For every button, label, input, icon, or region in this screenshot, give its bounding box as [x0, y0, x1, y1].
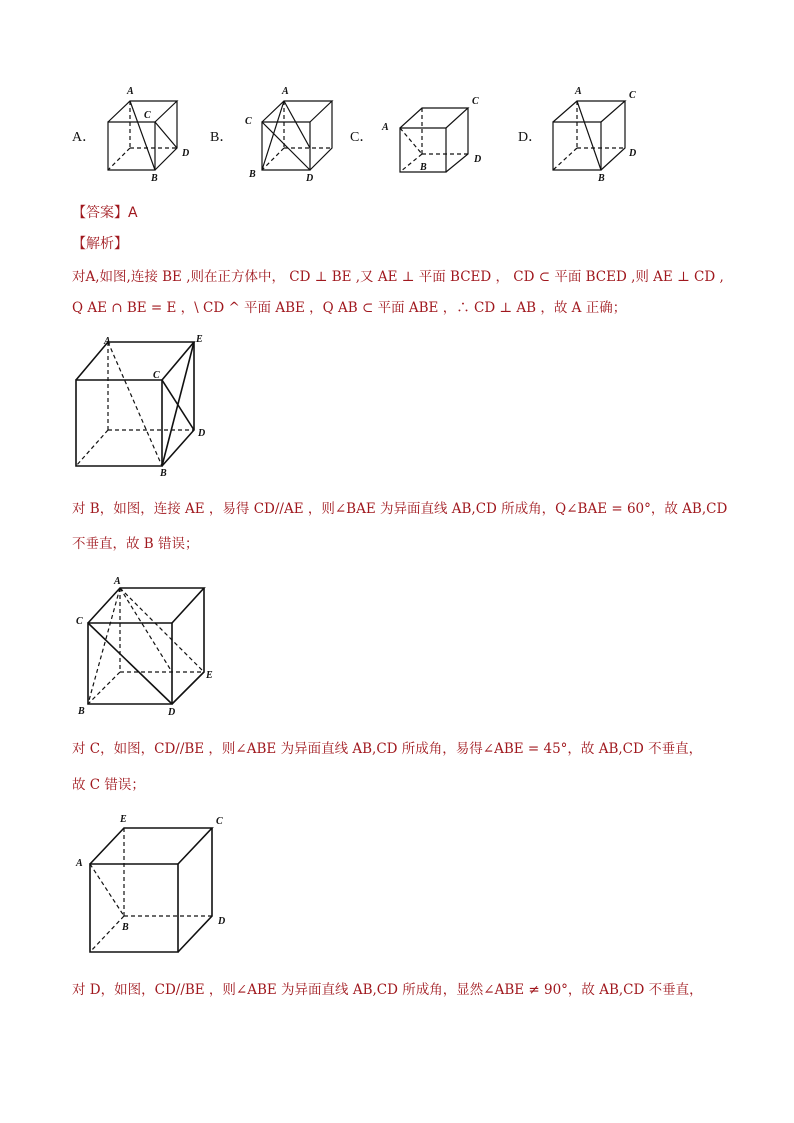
label-d: D: [306, 173, 314, 184]
para-b-line1: 对 B，如图，连接 AE ，易得 CD//AE ，则∠BAE 为异面直线 AB,CD 所成角，Q∠BAE = 60°，故 AB,CD: [72, 501, 728, 517]
label-d: D: [168, 707, 176, 718]
label-b: B: [78, 706, 85, 717]
label-c: C: [245, 116, 252, 127]
label-b: B: [122, 922, 129, 933]
analysis-title: 【解析】: [72, 236, 128, 252]
label-c: C: [472, 96, 479, 107]
label-e: E: [206, 670, 213, 681]
label-d: D: [198, 428, 206, 439]
option-a-label: A．: [72, 130, 97, 145]
label-d: D: [474, 154, 482, 165]
label-d: D: [182, 148, 190, 159]
answer-prefix: 【答案】: [72, 205, 128, 221]
para-c-line1: 对 C，如图，CD//BE ，则∠ABE 为异面直线 AB,CD 所成角，易得∠ABE = 45°，故 AB,CD 不垂直，: [72, 741, 703, 757]
label-a: A: [127, 86, 134, 97]
para-b-line2: 不垂直，故 B 错误；: [72, 536, 199, 552]
label-c: C: [76, 616, 83, 627]
answer-line: [72, 203, 138, 223]
label-a: A: [282, 86, 289, 97]
option-d-figure: [545, 84, 655, 184]
label-b: B: [249, 169, 256, 180]
para-d-line1: 对 D，如图，CD//BE ，则∠ABE 为异面直线 AB,CD 所成角，显然∠ABE ≠ 90°，故 AB,CD 不垂直，: [72, 982, 703, 998]
label-e: E: [120, 814, 127, 825]
label-b: B: [151, 173, 158, 184]
figure-c: [66, 810, 246, 960]
label-a: A: [76, 858, 83, 869]
option-b-label: B．: [210, 130, 234, 145]
option-c-figure: [376, 84, 486, 184]
label-b: B: [598, 173, 605, 184]
figure-b: [66, 572, 236, 722]
label-e: E: [196, 334, 203, 345]
label-d: D: [629, 148, 637, 159]
label-a: A: [575, 86, 582, 97]
answer-value: A: [128, 205, 138, 221]
label-c: C: [629, 90, 636, 101]
option-a-figure: [100, 84, 200, 184]
label-b: B: [160, 468, 167, 478]
label-c: C: [153, 370, 160, 381]
figure-a: [66, 328, 226, 478]
para-c-line2: 故 C 错误；: [72, 777, 145, 793]
label-a: A: [114, 576, 121, 587]
label-a: A: [382, 122, 389, 133]
option-b-figure: [240, 84, 340, 184]
label-c: C: [216, 816, 223, 827]
para-a-line2: Q AE ∩ BE = E ，\ CD ^ 平面 ABE ，Q AB ⊂ 平面 ABE ，∴ CD ⊥ AB ，故 A 正确；: [72, 300, 627, 316]
label-c: C: [144, 110, 151, 121]
label-a: A: [104, 336, 111, 347]
option-c-label: C．: [350, 130, 374, 145]
para-a-line1: 对A,如图,连接 BE ,则在正方体中， CD ⊥ BE ,又 AE ⊥ 平面 BCED ， CD ⊂ 平面 BCED ,则 AE ⊥ CD ,: [72, 269, 724, 285]
label-b: B: [420, 162, 427, 173]
label-d: D: [218, 916, 226, 927]
option-d-label: D．: [518, 130, 543, 145]
